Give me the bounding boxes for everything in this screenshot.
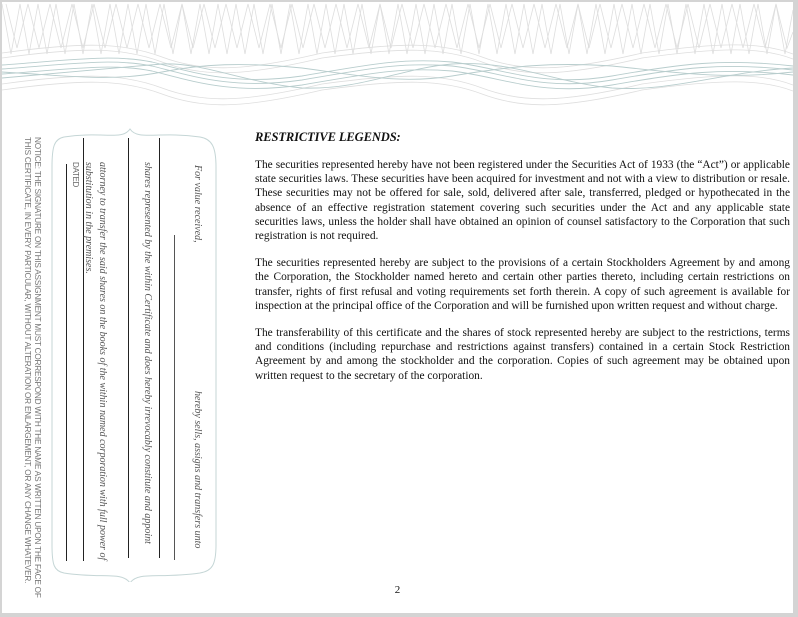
document-page (2, 2, 793, 613)
restrictive-legends-section (255, 130, 790, 396)
sells-assigns-transfers-label: hereby sells, assigns and transfers unto (192, 391, 203, 549)
fill-line-shares (128, 138, 129, 558)
for-value-received-label: For value received, (192, 165, 203, 243)
legend-paragraph-stockholders-agreement: The securities represented hereby are subject to the provisions of a certain Stockholders Agreement by and among the Corporation, the Stockholder named hereto and certain other parties thereto, including certain restrictions on transfer, rights of first refusal and voting requirements set forth therein. A copy of such agreement is available for inspection at the principal office of the Corporation and will be furnished upon written request and without charge. (255, 257, 790, 312)
signature-notice-line2: THIS CERTIFICATE, IN EVERY PARTICULAR, WITHOUT ALTERATION OR ENLARGEMENT, OR ANY CHANGE WHATEVER. (23, 137, 32, 584)
dated-label: DATED (71, 162, 80, 188)
signature-line-value-received (174, 235, 175, 560)
substitution-label: substitution in the premises. (83, 162, 94, 274)
legend-paragraph-securities-act: The securities represented hereby have not been registered under the Securities Act of 1933 (the “Act”) or applicable state securities laws. These securities have been acquired for investment and not with a view to distribution or resale. These securities may not be offered for sale, sold, delivered after sale, transferred, pledged or hypothecated in the absence of an effective registration statement covering such securities under the Act and any applicable state securities laws, unless the holder shall have obtained an opinion of counsel satisfactory to the Corporation that such registration is not required. (255, 159, 790, 243)
legend-paragraph-stock-restriction: The transferability of this certificate and the shares of stock represented hereby are subject to the restrictions, terms and conditions (including repurchase and restrictions against transfers) contained in a certain Stock Restriction Agreement by and among the stockholder and the corporation. Copies of such agreement may be obtained upon written request to the secretary of the corporation. (255, 327, 790, 382)
guilloche-border-pattern (2, 2, 793, 112)
attorney-transfer-label: attorney to transfer the said shares on the books of the within named corporation with full power of (97, 162, 108, 561)
fill-line-assignee (159, 138, 160, 558)
signature-notice-line1: NOTICE: THE SIGNATURE ON THIS ASSIGNMENT MUST CORRESPOND WITH THE NAME AS WRITTEN UPON THE FACE OF (33, 137, 42, 598)
restrictive-legends-heading: RESTRICTIVE LEGENDS: (255, 130, 401, 144)
shares-represented-label: shares represented by the within Certificate and does hereby irrevocably constitute and appoint (142, 162, 153, 544)
fill-line-attorney (66, 164, 67, 561)
page-number: 2 (394, 584, 401, 596)
stock-assignment-panel (22, 127, 232, 582)
